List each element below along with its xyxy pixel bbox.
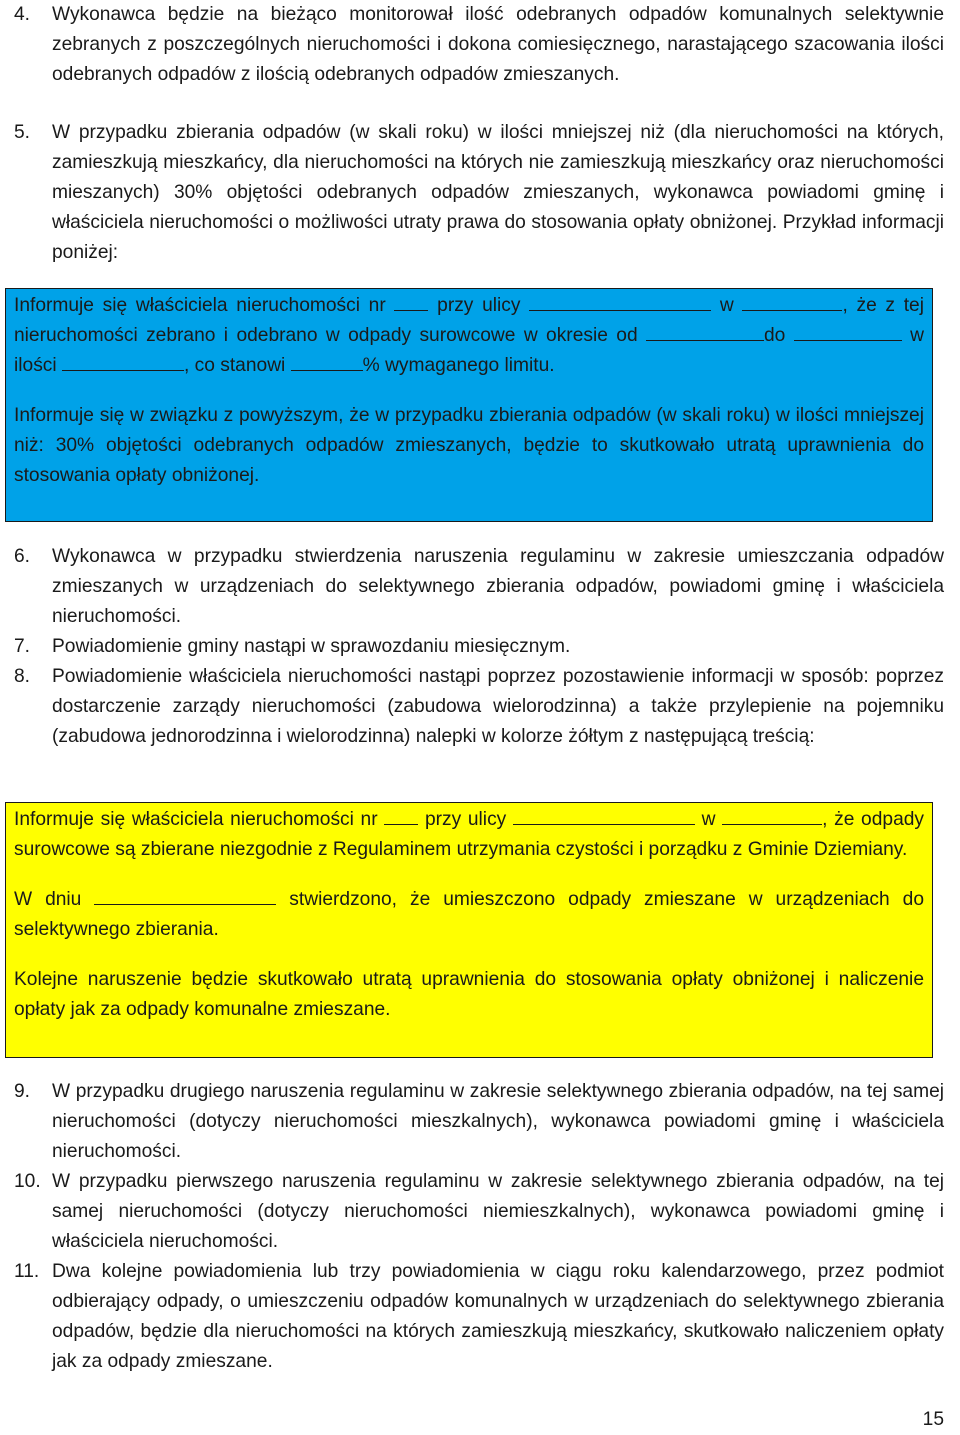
list-item-4 [14, 0, 944, 90]
notice-box-yellow [5, 802, 933, 1058]
notice-text: do [764, 325, 786, 346]
notice-text: w ilości [14, 325, 924, 376]
item-text: Powiadomienie właściciela nieruchomości nastąpi poprzez pozostawienie informacji w sposób: poprzez dostarczenie zarządy nieruchomości (zabudowa wielorodzinna) a także przylepienie na pojemniku (zabudowa jednorodzinna i wielorodzinna) nalepki w kolorze żółtym z następującą treścią: [52, 666, 944, 747]
list-item-10 [14, 1167, 944, 1257]
page-number: 15 [922, 1409, 944, 1430]
notice-text: , co stanowi [184, 355, 286, 376]
item-number: 4. [14, 4, 31, 25]
item-text: Wykonawca w przypadku stwierdzenia naruszenia regulaminu w zakresie umieszczania odpadów zmieszanych w urządzeniach do selektywnego zbierania odpadów, powiadomi gminę i właściciela nieruchomości. [52, 546, 944, 627]
list-item-11 [14, 1257, 944, 1377]
item-number: 8. [14, 666, 31, 687]
item-number: 6. [14, 546, 31, 567]
notice-text: stwierdzono, że umieszczono odpady zmieszane w urządzeniach do selektywnego zbierania. [14, 889, 924, 940]
notice-text: przy ulicy [424, 809, 507, 830]
item-number: 11. [14, 1261, 40, 1282]
blank-line [722, 806, 822, 825]
notice-text: w [701, 809, 716, 830]
blank-line [94, 886, 276, 905]
blank-line [513, 806, 695, 825]
blank-line [742, 292, 842, 311]
notice-text: w [719, 295, 734, 316]
item-text: W przypadku zbierania odpadów (w skali roku) w ilości mniejszej niż (dla nieruchomości na których, zamieszkują mieszkańcy, dla nieruchomości na których nie zamieszkują mieszkańcy oraz nieruchomości mieszanych) 30% objętości odebranych odpadów zmieszanych, wykonawca powiadomi gminę i właściciela nieruchomości o możliwości utraty prawa do stosowania opłaty obniżonej. Przykład informacji poniżej: [52, 122, 944, 263]
notice-paragraph [14, 805, 924, 865]
list-item-5 [14, 118, 944, 268]
list-item-6 [14, 542, 944, 632]
blank-line [646, 322, 764, 341]
blank-line [794, 322, 902, 341]
list-item-8 [14, 662, 944, 752]
item-number: 10. [14, 1171, 41, 1192]
notice-text: Informuje się właściciela nieruchomości nr [14, 809, 378, 830]
notice-paragraph: Kolejne naruszenie będzie skutkowało utratą uprawnienia do stosowania opłaty obniżonej i naliczenie opłaty jak za odpady komunalne zmieszane. [14, 969, 924, 1020]
item-number: 9. [14, 1081, 31, 1102]
blank-line [62, 352, 184, 371]
notice-paragraph: Informuje się w związku z powyższym, że w przypadku zbierania odpadów (w skali roku) w ilości mniejszej niż: 30% objętości odebranych odpadów zmieszanych, będzie to skutkowało utratą uprawnienia do stosowania opłaty obniżonej. [14, 405, 924, 486]
notice-text: , że z tej nieruchomości zebrano i odebrano w odpady surowcowe w okresie od [14, 295, 924, 346]
item-text: Powiadomienie gminy nastąpi w sprawozdaniu miesięcznym. [52, 636, 571, 657]
notice-text: , że odpady surowcowe są zbierane niezgodnie z Regulaminem utrzymania czystości i porządku z Gminie Dziemiany. [14, 809, 925, 860]
blank-line [384, 806, 418, 825]
notice-text: % wymaganego limitu. [362, 355, 555, 376]
blank-line [529, 292, 711, 311]
blank-line [291, 352, 363, 371]
item-text: Dwa kolejne powiadomienia lub trzy powiadomienia w ciągu roku kalendarzowego, przez podmiot odbierający odpady, o umieszczeniu odpadów komunalnych w urządzeniach do selektywnego zbierania odpadów, będzie dla nieruchomości na których zamieszkują mieszkańcy, skutkowało naliczeniem opłaty jak za odpady zmieszane. [52, 1261, 944, 1372]
item-text: Wykonawca będzie na bieżąco monitorował ilość odebranych odpadów komunalnych selektywnie zebranych z poszczególnych nieruchomości i dokona comiesięcznego, narastającego szacowania ilości odebranych odpadów z ilością odebranych odpadów zmieszanych. [52, 4, 944, 85]
notice-paragraph [14, 885, 924, 945]
item-number: 5. [14, 122, 31, 143]
notice-text: W dniu [14, 889, 82, 910]
list-item-7 [14, 632, 944, 662]
item-number: 7. [14, 636, 31, 657]
notice-paragraph [14, 291, 924, 381]
blank-line [394, 292, 428, 311]
notice-box-blue [5, 288, 933, 522]
item-text: W przypadku drugiego naruszenia regulaminu w zakresie selektywnego zbierania odpadów, na tej samej nieruchomości (dotyczy nieruchomości mieszkalnych), wykonawca powiadomi gminę i właściciela nieruchomości. [52, 1081, 944, 1162]
notice-text: Informuje się właściciela nieruchomości nr [14, 295, 386, 316]
item-text: W przypadku pierwszego naruszenia regulaminu w zakresie selektywnego zbierania odpadów, na tej samej nieruchomości (dotyczy nieruchomości niemieszkalnych), wykonawca powiadomi gminę i właściciela nieruchomości. [52, 1171, 944, 1252]
list-item-9 [14, 1077, 944, 1167]
notice-text: przy ulicy [437, 295, 521, 316]
